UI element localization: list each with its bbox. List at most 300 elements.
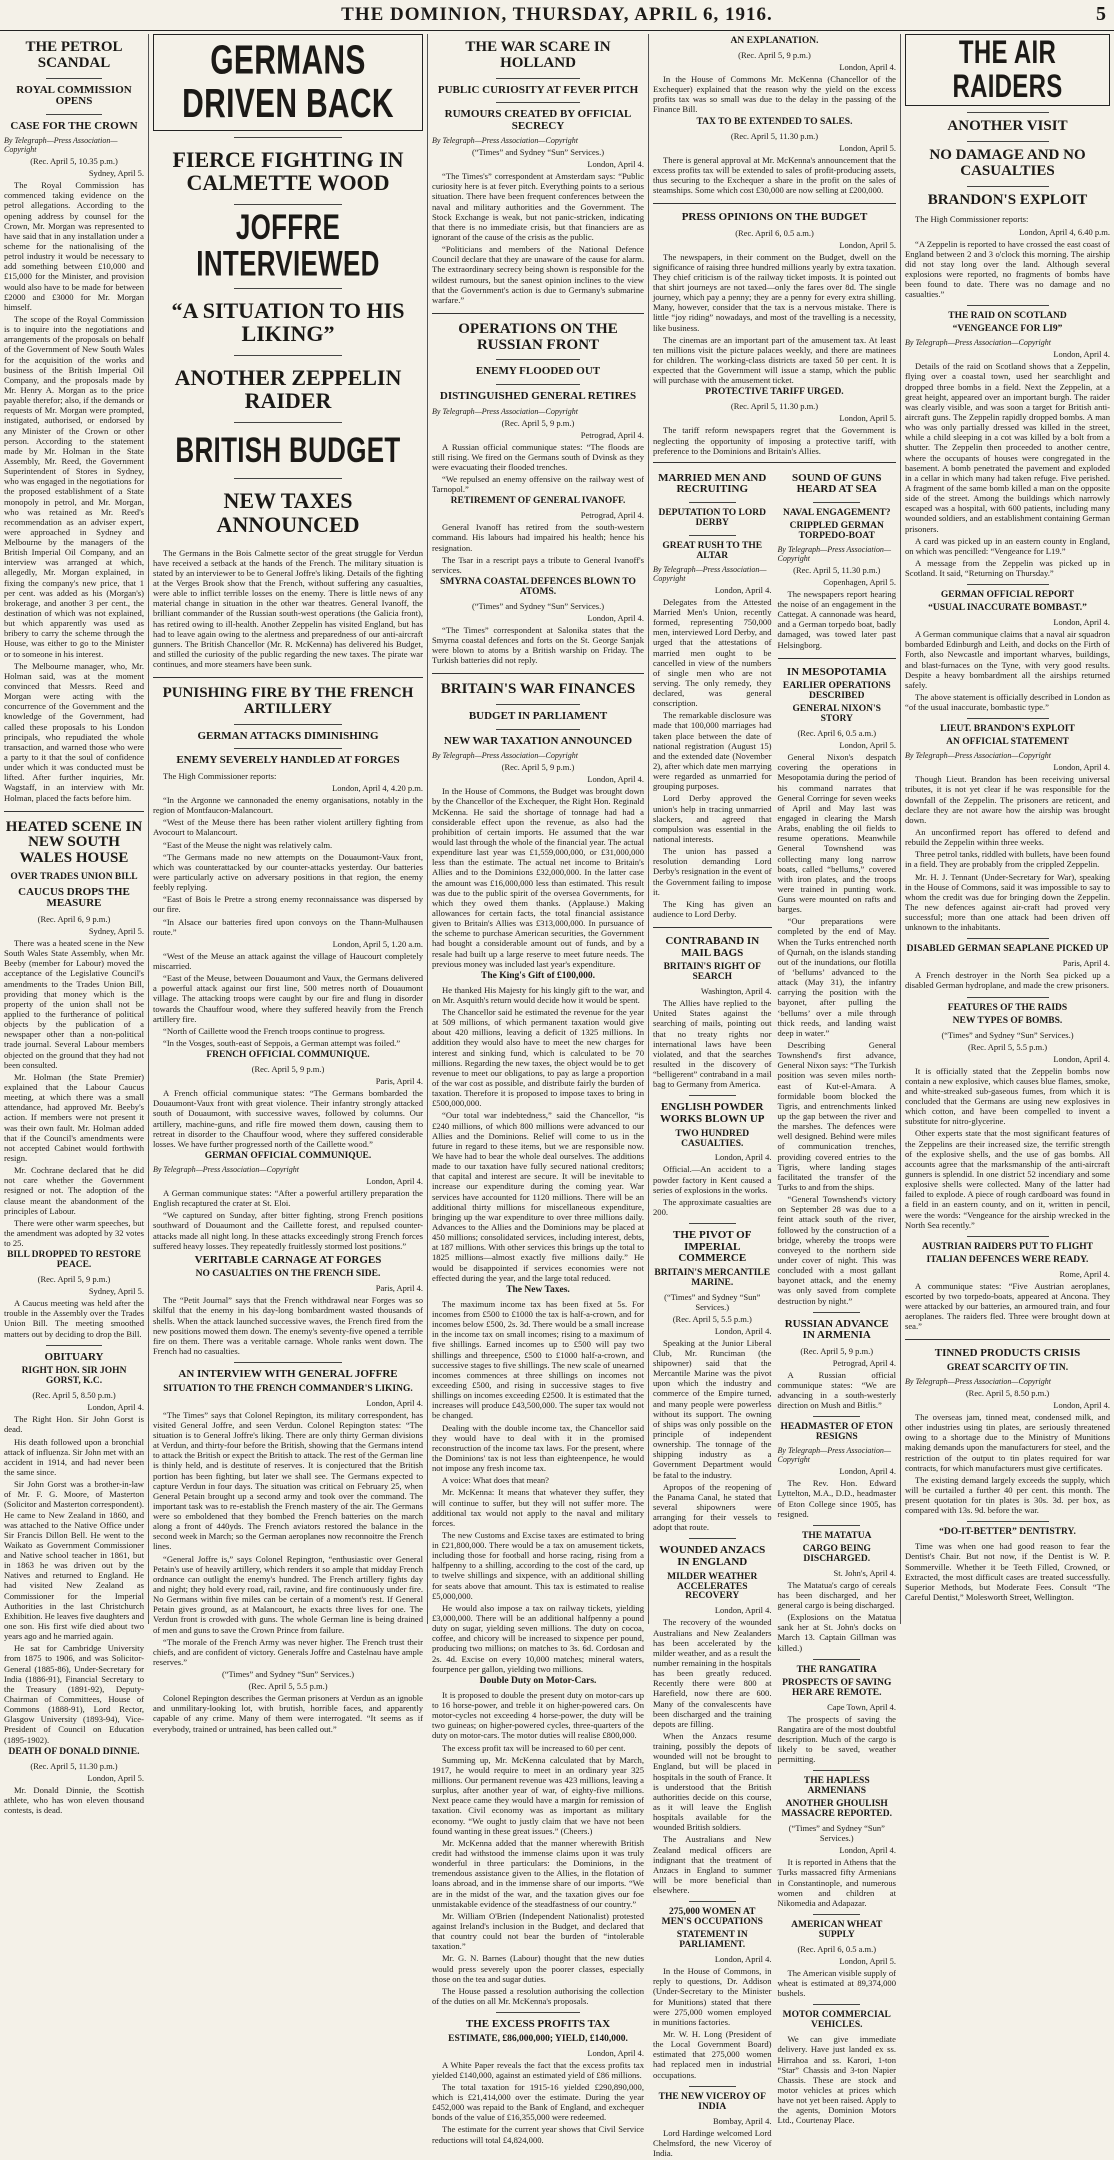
paragraph: It is officially stated that the Zeppelin bombs now contain a new explosive, which causes blue flames, smoke, and white-streaked sub-gaseous fumes, from which it is concluded that the Germans are using new explosives in which cotton, and have been compelled to invent a substitute for nitro-glycerine. bbox=[905, 1065, 1110, 1127]
headline: THE PIVOT OF IMPERIAL COMMERCE bbox=[673, 1229, 752, 1265]
divider bbox=[689, 502, 736, 503]
divider bbox=[46, 78, 102, 79]
summary-paragraph: The Germans in the Bois Calmette sector of the great struggle for Verdun have received a setback at the hands of the French. The military situation is stated by an interviewer to be to General Joffre's liking. Details of the fighting at the Verges Brook show that the French, without suffering any casualties, were able to inflict terrible losses on the enemy. There is little news of any material change in situation in the other war theatres. General Ivanoff, the brilliant commander of the Russian south-west operations (the Galicia front), has retired owing to ill-health. Another Zeppelin has visited England, but has had to leave again owing to the alertness and preparedness of our anti-aircraft gunners. The British Chancellor (Mr. R. McKenna) has delivered his Budget, and stilled the curiosity of the public regarding the new taxes. The pirate war continues, and more steamers have been sunk. bbox=[153, 547, 423, 670]
paragraph: The cinemas are an important part of the amusement tax. At least ten millions visit the picture palaces weekly, and there are matinees for children. The working-class districts are taxed 50 per cent. It is expected that the Government will issue a stamp, which the public will purchase with the amusement ticket. bbox=[653, 334, 896, 386]
paragraph: Speaking at the Junior Liberal Club, Mr. Runciman (the shipowner) said that the Mercantile Marine was the pivot upon which the industry and commerce of the Empire turned, and many people were powerless without its support. The owning of ships was only possible on the principle of independent ownership. The tonnage of the shipping industry as a Government Department would be fatal to the industry. bbox=[653, 1337, 772, 1480]
paragraph: Delegates from the Attested Married Men's Union, recently formed, representing 750,000 men, interviewed Lord Derby, and urged that the attestations of married men ought to be cancelled in view of the numbers of single men who are not serving. The only remedy, they declared, was general conscription. bbox=[653, 596, 772, 709]
divider bbox=[432, 313, 644, 314]
subheadline: GERMAN ATTACKS DIMINISHING bbox=[197, 729, 379, 742]
headline: WOUNDED ANZACS IN ENGLAND bbox=[659, 1544, 766, 1568]
paragraph: It is reported in Athens that the Turks massacred fifty Armenians in Constantinople, and numerous women and children at Nikomedia and Adapazar. bbox=[777, 1857, 896, 1908]
paragraph: The High Commissioner reports: bbox=[163, 770, 277, 781]
received-line: (Rec. April 5, 8.50 p.m.) bbox=[32, 1390, 116, 1401]
paragraph: The overseas jam, tinned meat, condensed milk, and other industries using tin plates, are seriously threatened owing to a shortage due to the Ministry of Munitions making demands upon the manufacturers for steel, and the restriction of the output to tin plates required for war contracts, for which manufacturers must give certificates. bbox=[905, 1411, 1110, 1473]
divider bbox=[689, 535, 736, 536]
paragraph: A message from the Zeppelin was picked up in Scotland. It said, “Returning on Thursday.” bbox=[905, 557, 1110, 579]
divider bbox=[46, 1345, 102, 1346]
divider bbox=[234, 204, 342, 205]
advertisement-text: Time was when one had good reason to fear the Dentist's Chair. But not now, if the Dentist is W. P. Sommerville. Whether it be Teeth Filled, Crowned, or Extracted, the most difficult cases are treated successfully. Superior Methods, but Moderate Fees. Consult “The Careful Dentist,” Molesworth Street, Wellington. bbox=[905, 1541, 1110, 1603]
subheadline: BILL DROPPED TO RESTORE PEACE. bbox=[7, 1250, 141, 1271]
subheadline: FRENCH OFFICIAL COMMUNIQUE. bbox=[206, 1050, 370, 1061]
received-line: (Rec. April 5, 9 p.m.) bbox=[501, 762, 575, 773]
paragraph: The recovery of the wounded Australians and New Zealanders has been accelerated by the milder weather, and as a result the number remaining in the hospitals has been greatly reduced. Recently there were 800 at Harefield, now there are 600. Many of the convalescents have been discharged and the training depots are filling. bbox=[653, 1617, 772, 1729]
divider bbox=[653, 203, 896, 204]
headline: BRANDON'S EXPLOIT bbox=[927, 191, 1088, 208]
subheadline: TAX TO BE EXTENDED TO SALES. bbox=[696, 116, 853, 127]
received-line: (Rec. April 5, 10.35 p.m.) bbox=[30, 156, 118, 167]
paragraph: “Politicians and members of the National Defence Council declare that they are unaware of the cause for alarm. The extraordinary secrecy being shown is responsible for the wildest rumours, but the sanest opinion inclines to the view that the Government's action is due to Germany's submarine warfare.” bbox=[432, 244, 644, 305]
sub-columns bbox=[653, 469, 896, 2160]
lead-headline: GERMANS DRIVEN BACK bbox=[182, 38, 394, 126]
headline: NEW TAXES ANNOUNCED bbox=[216, 488, 360, 537]
paragraph: A Russian official communique states: “We are advancing in a south-westerly direction on Mush and Bitlis.” bbox=[777, 1369, 896, 1411]
dateline: London, April 4. bbox=[839, 1845, 896, 1856]
paragraph: The High Commissioner reports: bbox=[915, 214, 1029, 225]
paragraph: There was a heated scene in the New South Wales State Assembly, when Mr. Beeby (member for Labour) moved the acceptance of the Legislative Council's amendments to the Trades Union Bill, providing that money which is the property of the union shall not be applied to the furtherance of political objects by the publication of a newspaper other than a non-political trade journal. Several Labour members objected on the ground that they had not been consulted. bbox=[4, 938, 144, 1070]
divider bbox=[496, 78, 581, 79]
dateline: Sydney, April 5. bbox=[88, 926, 144, 937]
headline: MARRIED MEN AND RECRUITING bbox=[658, 471, 767, 496]
received-line: (Rec. April 5, 11.30 p.m.) bbox=[730, 401, 819, 412]
paragraph: Mr. William O'Brien (Independent Nationalist) protested against Ireland's inclusion in the Budget, and declared that that country could not bear the burden of “intolerable taxation.” bbox=[432, 1910, 644, 1952]
credit-line: By Telegraph—Press Association—Copyright bbox=[432, 136, 578, 146]
paragraph: A French official communique states: “The Germans bombarded the Douaumont-Vaux front with great violence. Their infantry strongly attacked south of Douaumont, with successive waves, followed by columns. Our artillery, machine-guns, and rifle fire mowed them down, causing them to retreat in disorder to the Chauffour wood, where they suffered considerable losses. We have further progressed north of the Caillette wood.” bbox=[153, 1088, 423, 1149]
dateline: London, April 5. bbox=[839, 239, 896, 250]
credit-line: By Telegraph—Press Association—Copyright bbox=[4, 136, 118, 155]
divider bbox=[689, 2086, 736, 2087]
received-line: (Rec. April 5, 5.5 p.m.) bbox=[967, 1041, 1048, 1052]
dateline: London, April 4. bbox=[1053, 349, 1110, 360]
paragraph: “In the Vosges, south-east of Seppois, a German attempt was foiled.” bbox=[163, 1038, 401, 1049]
subheadline: Double Duty on Motor-Cars. bbox=[479, 1675, 597, 1686]
subheadline: BRITAIN'S RIGHT OF SEARCH bbox=[663, 962, 761, 983]
divider bbox=[234, 137, 342, 138]
received-line: (Rec. April 5, 11.30 p.m.) bbox=[793, 564, 881, 575]
paragraph: “Our total war indebtedness,” said the Chancellor, “is £240 millions, of which 800 millions were advanced to our Allies and the Dominions. Relief will come to us in the future in regard to these items, but we are responsible now. We have had to bear the whole deal ourselves. The additions made to our taxation have fully secured national creditors; that capital and interest are secure. It will be inevitable to increase our expenditure during the coming year. War services have accounted for 1120 millions. There will be an additional thirty millions for miscellaneous expenditure, bringing up the war expenditure to over three millions daily. Advances to the Allies and the Dominions may be placed at 450 millions; consolidated services, including interest, debts, at 187 millions. With other services this brings up the total to 1825 millions—almost exactly five millions daily.” He would be disappointed if services economies were not effected during the year, and the large total reduced. bbox=[432, 1110, 644, 1283]
headline: ANOTHER VISIT bbox=[947, 118, 1068, 135]
paragraph: The total taxation for 1915-16 yielded £290,890,000, which is £21,414,000 over the estimate. During the year £452,000 was repaid to the Bank of England, and exchequer bonds of the value of £16,355,000 were redeemed. bbox=[432, 2081, 644, 2123]
divider bbox=[813, 1659, 860, 1660]
paragraph: The union has passed a resolution demanding Lord Derby's resignation in the event of the Government failing to impose it. bbox=[653, 846, 772, 897]
divider bbox=[496, 359, 581, 360]
paragraph: He thanked His Majesty for his kingly gift to the war, and on Mr. Asquith's return would decide how it would be spent. bbox=[432, 984, 644, 1005]
paragraph: When the Anzacs resume training, possibly the depots of wounded will not be brought to England, but will be placed in hospitals in the south of France. It is understood that the British authorities decide on this course, as it will leave the English hospitals available for the wounded British soldiers. bbox=[653, 1730, 772, 1833]
subheadline: DEPUTATION TO LORD DERBY bbox=[658, 507, 766, 528]
paragraph: “West of the Meuse an attack against the village of Haucourt completely miscarried. bbox=[153, 950, 423, 972]
dateline: Petrograd, April 4. bbox=[580, 510, 644, 521]
headline: FIERCE FIGHTING IN CALMETTE WOOD bbox=[172, 147, 404, 196]
divider bbox=[496, 2012, 581, 2013]
headline: NO DAMAGE AND NO CASUALTIES bbox=[929, 147, 1086, 179]
subheadline: PUBLIC CURIOSITY AT FEVER PITCH bbox=[437, 83, 639, 96]
paragraph: A voice: What does that mean? bbox=[442, 1475, 549, 1486]
headline: PUNISHING FIRE BY THE FRENCH ARTILLERY bbox=[162, 685, 414, 718]
received-line: (Rec. April 5, 9 p.m.) bbox=[738, 49, 811, 60]
paragraph: There is general approval at Mr. McKenna's announcement that the excess profits tax will be extended to sales of profit-producing assets, thus securing to the Exchequer a share in the profit on the sales of steamships. Some which cost £30,000 are now selling at £200,000. bbox=[653, 154, 896, 195]
dateline: Copenhagen, April 5. bbox=[823, 576, 896, 587]
paragraph: (Explosions on the Matatua sank her at St. John's docks on March 13. Captain Gillman was killed.) bbox=[777, 1612, 896, 1653]
paragraph: A Russian official communique states: “The floods are still rising. We fired on the Germans south of Dvinsk as they were evacuating their flooded trenches. bbox=[432, 441, 644, 472]
column-2 bbox=[149, 34, 427, 1734]
subheadline: ROYAL COMMISSION OPENS bbox=[16, 83, 132, 108]
dateline: London, April 4. bbox=[587, 2047, 644, 2058]
paragraph: “North of Caillette wood the French troops continue to progress. bbox=[163, 1025, 385, 1036]
credit-line: (“Times” and Sydney “Sun” Services.) bbox=[941, 1029, 1074, 1040]
divider bbox=[496, 384, 581, 385]
dateline: London, April 5. bbox=[839, 1955, 896, 1966]
credit-line: By Telegraph—Press Association—Copyright bbox=[432, 406, 578, 416]
paragraph: The estimate for the current year shows that Civil Service reductions will total £4,824,000. bbox=[432, 2124, 644, 2145]
lead-headline-box bbox=[153, 34, 423, 131]
divider bbox=[813, 1525, 860, 1526]
subheadline: THE RAID ON SCOTLAND bbox=[948, 311, 1067, 322]
received-line: (Rec. April 5, 9 p.m.) bbox=[37, 1274, 111, 1285]
paragraph: The Tsar in a rescript pays a tribute to General Ivanoff's services. bbox=[432, 554, 644, 575]
paragraph: The new Customs and Excise taxes are estimated to bring in £21,800,000. There would be a tax on amusement tickets, including those for football and horse racing, rising from a halfpenny to a shilling, according to the cost of the card, up to twelve shillings and sixpence, with an additional shilling for seats above that amount. This tax is estimated to realise £5,000,000. bbox=[432, 1529, 644, 1601]
sub-column-right bbox=[778, 469, 897, 2160]
subheadline: SMYRNA COASTAL DEFENCES BLOWN TO ATOMS. bbox=[440, 576, 636, 597]
divider bbox=[689, 1095, 736, 1096]
advertisement-text: We can give immediate delivery. Have just landed ex ss. Hirrahoa and ss. Karori, 1-ton “Star” Chassis and 3-ton Napier Chassis. These are stock and motor vehicles at prices which have not yet been raised. Apply to the agents, Dominion Motors Ltd., Courtenay Place. bbox=[777, 2034, 896, 2126]
subheadline: AUSTRIAN RAIDERS PUT TO FLIGHT bbox=[921, 1241, 1094, 1252]
advertisement-heading: MOTOR COMMERCIAL VEHICLES. bbox=[782, 2010, 891, 2031]
dateline: London, April 4. bbox=[714, 1152, 772, 1163]
headline: THE RANGATIRA bbox=[796, 1664, 877, 1675]
paragraph: Sir John Gorst was a brother-in-law of Mr. F. G. Moore, of Masterton (Solicitor and Masterton correspondent). He came to New Zealand in 1860, and was attached to the Native Office under Sir Francis Dillon Bell. He went to the Waikato as Government Commissioner and Native school teacher in 1861, but in 1863 he was driven out by the Natives and returned to England. He had visited New Zealand as Commissioner for the Imperial Authorities in the last Christchurch Exhibition. He leaves five daughters and one son. His first wife died about two years ago and he married again. bbox=[4, 1479, 144, 1642]
subheadline: ENEMY SEVERELY HANDLED AT FORGES bbox=[176, 754, 400, 767]
paragraph: The Rev. Hon. Edward Lyttelton, M.A., D.D., headmaster of Eton College since 1905, has resigned. bbox=[777, 1478, 896, 1519]
paragraph: He sat for Cambridge University from 1875 to 1906, and was Solicitor-General (1885-86), Under-Secretary for India (1886-91), Financial Secretary to the Treasury (1891-92), Deputy-Chairman of Committees, House of Commons (1888-91), Lord Rector, Glasgow University (1893-94), Vice-President of Council on Education (1895-1902). bbox=[4, 1643, 144, 1745]
paragraph: The tariff reform newspapers regret that the Government is neglecting the opportunity of imposing a protective tariff, with preference to the Dominions and Britain's Allies. bbox=[653, 425, 896, 456]
dateline: London, April 4, 4.20 p.m. bbox=[332, 783, 423, 794]
headline: THE PETROL SCANDAL bbox=[25, 39, 123, 71]
headline: SOUND OF GUNS HEARD AT SEA bbox=[792, 471, 882, 496]
headline: TINNED PRODUCTS CRISIS bbox=[934, 1347, 1081, 1360]
divider bbox=[778, 658, 897, 659]
paragraph: General Ivanoff has retired from the south-western command. His labours had impaired his health; hence his resignation. bbox=[432, 522, 644, 553]
paragraph: “The Germans made no new attempts on the Douaumont-Vaux front, which was counterattacked by our counter-attacks yesterday. Our batteries were particularly active on adversary positions in that region, the enemy feebly replying. bbox=[153, 851, 423, 893]
dateline: London, April 4. bbox=[839, 61, 896, 72]
subheadline: GENERAL NIXON'S STORY bbox=[792, 704, 881, 725]
subheadline: MILDER WEATHER ACCELERATES RECOVERY bbox=[667, 1571, 758, 1602]
subheadline: SITUATION TO THE FRENCH COMMANDER'S LIKING. bbox=[163, 1383, 413, 1394]
divider bbox=[234, 422, 342, 423]
paragraph: The prospects of saving the Rangatira are of the most doubtful description. Much of the cargo is likely to be saved, weather permitting. bbox=[777, 1713, 896, 1765]
divider bbox=[496, 102, 581, 103]
divider bbox=[967, 305, 1049, 306]
subheadline: NEW TYPES OF BOMBS. bbox=[952, 1015, 1063, 1026]
dateline: Paris, April 4. bbox=[1062, 958, 1110, 969]
lead-headline-box bbox=[905, 34, 1110, 106]
dateline: Petrograd, April 4. bbox=[580, 429, 644, 440]
subheadline: NEW WAR TAXATION ANNOUNCED bbox=[443, 734, 633, 747]
divider bbox=[496, 729, 581, 730]
headline: ENGLISH POWDER WORKS BLOWN UP bbox=[659, 1101, 765, 1125]
divider bbox=[689, 1901, 736, 1902]
subheadline: RIGHT HON. SIR JOHN GORST, K.C. bbox=[21, 1366, 127, 1387]
paragraph: Lord Hardinge welcomed Lord Chelmsford, the new Viceroy of India. bbox=[653, 2127, 772, 2158]
paragraph: “East of Bois le Pretre a strong enemy reconnaissance was dispersed by our fire. bbox=[153, 894, 423, 915]
dateline: London, April 4. bbox=[714, 1954, 772, 1965]
paragraph: In the House of Commons, in reply to questions, Dr. Addison (Under-Secretary to the Minister for Munitions) stated that there were 275,000 women employed in munitions factories. bbox=[653, 1966, 772, 2027]
paragraph: Apropos of the reopening of the Panama Canal, he stated that several shipowners were arranging for their vessels to adopt that route. bbox=[653, 1481, 772, 1533]
paragraph: A White Paper reveals the fact that the excess profits tax yielded £140,000, against an estimated yield of £86 millions. bbox=[432, 2059, 644, 2080]
credit-line: By Telegraph—Press Association—Copyright bbox=[777, 544, 891, 563]
subheadline: TWO HUNDRED CASUALTIES. bbox=[675, 1128, 750, 1149]
headline: CONTRABAND IN MAIL BAGS bbox=[665, 935, 760, 959]
divider bbox=[653, 462, 896, 463]
paragraph: Summing up, Mr. McKenna calculated that by March, 1917, he would require to meet in an ordinary year 325 millions. Our permanent revenue was 423 millions, leaving a surplus, after another year of war, of eighty-five millions. Next peace came they would have a margin for remission of taxation. Civil economy was as important as military economy. “We ought to justly claim that we have not been found wanting in these great issues.” (Cheers.) bbox=[432, 1754, 644, 1836]
paragraph: A Caucus meeting was held after the trouble in the Assembly over the Trades Union Bill. The meeting smoothed matters out by deciding to drop the Bill. bbox=[4, 1298, 144, 1339]
paragraph: Mr. Donald Dinnie, the Scottish athlete, who has won eleven thousand contests, is dead. bbox=[4, 1784, 144, 1815]
paragraph: The approximate casualties are 200. bbox=[653, 1196, 772, 1218]
received-line: (Rec. April 5, 9 p.m.) bbox=[800, 1345, 874, 1356]
paragraph: A German communique states: “After a powerful artillery preparation the English recaptured the crater at St. Eloi. bbox=[153, 1187, 423, 1209]
subheadline: THE EXCESS PROFITS TAX bbox=[465, 2018, 611, 2031]
credit-line: (“Times” and Sydney “Sun” Services.) bbox=[471, 147, 605, 158]
dateline: London, April 4, 6.40 p.m. bbox=[1019, 226, 1110, 237]
credit-line: (“Times” and Sydney “Sun” Services.) bbox=[664, 1291, 761, 1312]
subheadline: ESTIMATE, £86,000,000; YIELD, £140,000. bbox=[448, 2033, 628, 2044]
paragraph: The Matatua's cargo of cereals has been discharged, and her general cargo is being discharged. bbox=[777, 1579, 896, 1611]
credit-line: By Telegraph—Press Association—Copyright bbox=[905, 1376, 1051, 1386]
paragraph: The newspapers, in their comment on the Budget, dwell on the significance of raising three hundred millions yearly by extra taxation. They chief criticism is of the railway ticket imposts. It is pointed out that shirt journeys are not taxed—only the fares over 8d. The single journey, which pay a penny; they are a penny for every extra shilling. Many, however, consider that the tax is a nervous mistake. There is little “joy riding” nowadays, and most of the travelling is a necessity, like business. bbox=[653, 251, 896, 333]
paragraph: “In Alsace our batteries fired upon convoys on the Thann-Mulhausen route.” bbox=[153, 916, 423, 937]
divider bbox=[813, 502, 860, 503]
paragraph: Dealing with the double income tax, the Chancellor said they would have to deal with it in the promised reconstruction of the income tax laws. For the present, where the Dominions' tax is not less than eighteenpence, he would not impose any fresh income tax. bbox=[432, 1422, 644, 1474]
column-3 bbox=[428, 34, 648, 2145]
paragraph: The above statement is officially described in London as “of the usual inaccurate, bombastic type.” bbox=[905, 692, 1110, 713]
dateline: St. John's, April 4. bbox=[833, 1567, 896, 1578]
divider bbox=[967, 938, 1049, 939]
subheadline: AN EXPLANATION. bbox=[730, 36, 819, 46]
headline: OBITUARY bbox=[44, 1350, 104, 1363]
divider bbox=[496, 704, 581, 705]
paragraph: Mr. G. N. Barnes (Labour) thought that the new duties would press severely upon the poorer classes, especially those on the tea and sugar duties. bbox=[432, 1953, 644, 1984]
headline: BRITISH BUDGET bbox=[175, 429, 401, 471]
credit-line: (“Times” and Sydney “Sun” Services.) bbox=[788, 1823, 885, 1844]
received-line: (Rec. April 6, 0.5 a.m.) bbox=[797, 1943, 877, 1954]
paragraph: Official.—An accident to a powder factory in Kent caused a series of explosions in the works. bbox=[653, 1164, 772, 1195]
subheadline: RUMOURS CREATED BY OFFICIAL SECRECY bbox=[444, 108, 632, 132]
subheadline: AN INTERVIEW WITH GENERAL JOFFRE bbox=[178, 1368, 398, 1381]
received-line: (Rec. April 5, 11.30 p.m.) bbox=[30, 1760, 118, 1771]
dateline: London, April 4. bbox=[714, 584, 772, 595]
credit-line: By Telegraph—Press Association—Copyright bbox=[432, 751, 578, 761]
headline: AMERICAN WHEAT SUPPLY bbox=[791, 1919, 883, 1940]
paragraph: It is proposed to double the present duty on motor-cars up to 16 horse-power, and treble it on higher-powered cars. On motor-cycles not exceeding 4 horse-power, the duty will be two guineas; on higher-powered cycles, three-quarters of the duty on motor-cars. The motor duties will realise £800,000. bbox=[432, 1689, 644, 1741]
divider bbox=[813, 1312, 860, 1313]
paragraph: The Chancellor said he estimated the revenue for the year at 509 millions, of which permanent taxation would give about 420 millions, leaving a deficit of 1325 millions. In addition they would also have to meet the new charges for interest and sinking fund, which is calculated to be 70 millions. Regarding the new taxes, the object would be to get revenue to meet our obligations, to pay as large a proportion of the war cost as possible, and distribute fairly the burden of taxation. Therefore it is proposed to impose taxes to bring in £500,000,000. bbox=[432, 1007, 644, 1109]
paragraph: “The Times” correspondent at Salonika states that the Smyrna coastal defences and forts on the St. George Sanjak were blown to atoms by a British warship on Friday. The Turkish batteries did not reply. bbox=[432, 624, 644, 666]
divider bbox=[967, 584, 1049, 585]
divider bbox=[813, 1416, 860, 1417]
paragraph: The Allies have replied to the United States against the searching of mails, pointing out that no treaty rights nor international laws have been violated, and that the searches resulted in the discovery of “belligerent” contraband in a mail bag to Germany from America. bbox=[653, 998, 772, 1090]
received-line: (Rec. April 6, 0.5 a.m.) bbox=[797, 728, 877, 739]
divider bbox=[653, 927, 772, 928]
column-5 bbox=[901, 34, 1114, 1626]
subheadline: BRITAIN'S MERCANTILE MARINE. bbox=[654, 1267, 771, 1288]
headline: HEADMASTER OF ETON RESIGNS bbox=[780, 1422, 893, 1443]
headline: JOFFRE INTERVIEWED bbox=[196, 206, 380, 285]
divider bbox=[967, 186, 1049, 187]
subheadline: GREAT SCARCITY OF TIN. bbox=[946, 1362, 1069, 1373]
paragraph: Lord Derby approved the union's help in tracing unmarried slackers, and agreed that compulsion was essential in the national interests. bbox=[653, 793, 772, 845]
paragraph: “The Times” says that Colonel Repington, its military correspondent, has visited General Joffre, and seen Verdun. Colonel Repington states: “The situation is to General Joffre's liking. There are only thirty German divisions at Verdun, and thirty-four before the British, showing that the Germans intend to attack the British or expect the British to attack. The rest of the German line is thinly held, and is destitute of reserves. It is conjectured that the British portion has been fighting, but later we shall see. The Germans expected to capture Verdun in four days. The situation was critical on February 25, when General Petain brought up a second army and took over the command. The important task was to re-establish the French mastery of the air. The Germans were so emboldened that they bombed the French batteries on the march along a front of 440yds. The French aviators restored the balance in the second week in March; so the German aeroplanes now reconnoitre the French lines. bbox=[153, 1409, 423, 1552]
paragraph: In the House of Commons, the Budget was brought down by the Chancellor of the Exchequer, the Right Hon. Reginald McKenna. He said the shortage of tonnage had had a considerable effect upon the revenue, as also had the prohibition of certain imports. He assumed that the war would last through the whole of the financial year. The actual expenditure last year was £1,559,000,000, or £31,000,000 less than the estimate. The actual net income to Britain's Allies and to the Dominions £32,000,000. In the latter case the amount was £16,000,000 less than estimated. This result was due to the public spirit of the oversea Governments, for which they owed them thanks. (Applause.) Making allowances for certain facts, the total financial assistance given to Britain's Allies was £313,000,000. In pursuance of the scheme to purchase American securities, the Government had bought a considerable amount out of funds, and by a resale had built up a large reserve to meet future needs. The previous money was included last year's expenditure. bbox=[432, 786, 644, 969]
headline: ANOTHER ZEPPELIN RAIDER bbox=[174, 364, 402, 414]
paragraph: The Melbourne manager, who, Mr. Holman said, was at the moment convinced that Messrs. Reed and Morgan were acting with the concurrence of the Government and the knowledge of the Government, had called these proposals to his London principals, who repudiated the whole transaction, and warned those who were a party to it that the soul of confidence under which it was conducted must be lifted. After further inquiries, Mr. Wagstaff, in an interview with Mr. Holman, placed the facts before him. bbox=[4, 660, 144, 803]
divider bbox=[234, 748, 342, 749]
credit-line: By Telegraph—Press Association—Copyright bbox=[905, 751, 1051, 761]
headline: HEATED SCENE IN NEW SOUTH WALES HOUSE bbox=[5, 818, 143, 867]
paragraph: Mr. W. H. Long (President of the Local Government Board) estimated that 275,000 women had replaced men in industrial occupations. bbox=[653, 2028, 772, 2080]
paragraph: “We captured on Sunday, after bitter fighting, strong French positions southward of Douaumont and the Caillette forest, and repulsed counter-attacks made all night long. In these attacks exceedingly strong French forces suffered heavy losses. They repeatedly fruitlessly stormed lost positions.” bbox=[153, 1210, 423, 1251]
dateline: Petrograd, April 4. bbox=[832, 1357, 896, 1368]
advertisement-heading: “DO-IT-BETTER” DENTISTRY. bbox=[939, 1527, 1076, 1538]
divider bbox=[234, 355, 342, 356]
paragraph: Mr. Holman (the State Premier) explained that the Labour Caucus meeting, at which there was a small attendance, had approved Mr. Beeby's action. If members were not present it was their own fault. Mr. Holman added that if the Council's amendments were not accepted Cabinet would forthwith resign. bbox=[4, 1071, 144, 1163]
subheadline: OVER TRADES UNION BILL bbox=[10, 871, 138, 882]
paragraph: The Royal Commission has commenced taking evidence on the petrol allegations. According to the opening address by counsel for the Crown, Mr. Morgan was represented to have said that in any installation under a scheme for the nationalising of the petrol industry it would be necessary to add something between £10,000 and £15,000 for the Minister, and provision would also have to be made for between £2000 and £3000 for Mr. Morgan himself. bbox=[4, 180, 144, 312]
received-line: (Rec. April 6, 9 p.m.) bbox=[37, 914, 111, 925]
paragraph: “We repulsed an enemy offensive on the railway west of Tarnopol.” bbox=[432, 473, 644, 495]
lead-headline: THE AIR RAIDERS bbox=[952, 34, 1063, 106]
dateline: London, April 5. bbox=[87, 1772, 144, 1783]
paragraph: “General Joffre is,” says Colonel Repington, “enthusiastic over General Petain's use of heavily artillery, which renders it so ample that midday French ordnance can outlight the enemy's hundred. The French artillery fights day and night; they hold every road, rail, ravine, and fire continuously under fire. No Germans within five miles can be certain of a moment's rest. If General Petain gives ground, as at Malancourt, he exacts three lives for one. The Verdun front is crowded with guns. The whole German line is being drained of men and guns to save the Crown Prince from failure. bbox=[153, 1553, 423, 1635]
received-line: (Rec. April 5, 5.5 p.m.) bbox=[672, 1313, 752, 1324]
dateline: Paris, April 4. bbox=[375, 1283, 423, 1294]
paragraph: “West of the Meuse there has been rather violent artillery fighting from Avocourt to Malancourt. bbox=[153, 817, 423, 838]
paragraph: “East of the Meuse the night was relatively calm. bbox=[163, 839, 333, 850]
dateline: Sydney, April 5. bbox=[88, 1286, 144, 1297]
paragraph: “In the Argonne we cannonaded the enemy organisations, notably in the region of Montfaucon-Malancourt. bbox=[153, 795, 423, 816]
divider bbox=[967, 141, 1049, 142]
subheadline: PROTECTIVE TARIFF URGED. bbox=[705, 387, 844, 398]
subheadline: DISABLED GERMAN SEAPLANE PICKED UP bbox=[906, 944, 1109, 955]
dateline: Cape Town, April 4. bbox=[827, 1701, 896, 1712]
paragraph: Details of the raid on Scotland shows that a Zeppelin, flying over a coastal town, used her searchlight and dropped three bombs in a field. Next the Zeppelin, at a great height, appeared over an important burgh. The raider was clearly visible, and was soon a target for British anti-aircraft guns. The Zeppelin rapidly dropped bombs. A man who was only partially dressed was killed in the street, while a child sleeping in a cot was killed by a bolt from a shutter. The Zeppelin then proceeded to another centre, where the occupants of houses were congregated in the basement. A bomb penetrated the pavement and exploded in a cellar in which many had taken refuge. Five perished. A fragment of the same bomb killed a man on the opposite side of the street. Among the buildings which narrowly escaped was a hospital, with 600 patients, including many wounded soldiers, and an establishment containing German prisoners. bbox=[905, 361, 1111, 534]
subheadline: BUDGET IN PARLIAMENT bbox=[468, 710, 608, 723]
subheadline: DEATH OF DONALD DINNIE. bbox=[8, 1746, 140, 1757]
paragraph: A French destroyer in the North Sea picked up a disabled German hydroplane, and made the crew prisoners. bbox=[905, 970, 1110, 991]
paragraph: Mr. McKenna: It means that whatever they suffer, they will continue to suffer, but they will not suffer more. The additional tax would not apply to the naval and military forces. bbox=[432, 1487, 644, 1528]
subheadline: LIEUT. BRANDON'S EXPLOIT bbox=[940, 724, 1075, 735]
paragraph: A communique states: “Five Austrian aeroplanes, escorted by two torpedo-boats, appeared at Ancona. They were attacked by our batteries, an armoured train, and four aeroplanes. The raiders fled. Three were brought down at sea.” bbox=[905, 1280, 1110, 1332]
headline: BRITAIN'S WAR FINANCES bbox=[440, 681, 636, 698]
paragraph: Mr. McKenna added that the manner wherewith British credit had withstood the immense claims upon it was truly wonderful in three particulars: the Dominions, in the tremendous assistance given to the Allies, in the flotation of loans abroad, and in the immense share of our imports. “We are in the midst of the war, and the taxation gives our foe unmistakable evidence of the steadfastness of our country.” bbox=[432, 1837, 644, 1909]
headline: PRESS OPINIONS ON THE BUDGET bbox=[681, 211, 868, 224]
dateline: London, April 4. bbox=[839, 1466, 896, 1477]
received-line: (Rec. April 6, 0.5 a.m.) bbox=[735, 227, 814, 238]
paragraph: “General Townshend's victory on September 28 was due to a feint attack south of the river, followed by the construction of a bridge, whereby the troops were conveyed to the northern side under cover of night. This was concluded with a most gallant bayonet attack, and the enemy was only saved from complete destruction by night.” bbox=[777, 1194, 896, 1306]
dateline: London, April 5. bbox=[839, 413, 896, 424]
paragraph: “The morale of the French Army was never higher. The French trust their chiefs, and are confident of victory. Generals Joffre and Castelnau have ample reserves.” bbox=[153, 1636, 423, 1668]
masthead bbox=[0, 0, 1114, 31]
paragraph: Colonel Repington describes the German prisoners at Verdun as an ignoble and unmilitary-looking lot, with brutish, horrible faces, and apparently capable of any crime. Many of them were interrogated. “It seems as if everybody, trained or untrained, has been called out.” bbox=[153, 1693, 423, 1734]
dateline: London, April 5. bbox=[839, 142, 896, 153]
paragraph: Mr. H. J. Tennant (Under-Secretary for War), speaking in the House of Commons, said it was impossible to say to whom the credit was due for bringing down the Zeppelin. The new defences against air-craft had proved very successful; more than one attack had been driven off unknown to the inhabitants. bbox=[905, 871, 1110, 933]
subheadline: FEATURES OF THE RAIDS bbox=[947, 1002, 1068, 1013]
subheadline: ENEMY FLOODED OUT bbox=[475, 365, 601, 378]
divider bbox=[46, 114, 102, 115]
page-number: 5 bbox=[1096, 3, 1106, 25]
divider bbox=[4, 811, 144, 812]
subheadline: STATEMENT IN PARLIAMENT. bbox=[676, 1930, 748, 1951]
divider bbox=[813, 1770, 860, 1771]
subheadline: RETIREMENT OF GENERAL IVANOFF. bbox=[450, 496, 626, 507]
subheadline: DISTINGUISHED GENERAL RETIRES bbox=[439, 390, 637, 403]
paragraph: He would also impose a tax on railway tickets, yielding £3,000,000. There will be an additional halfpenny a pound duty on sugar, yielding seven millions. The duty on cocoa, coffee, and chicory will be increased to sixpence per pound, producing two millions; on matches to 3s. 6d. Cordosan and 2s. 4d. Excise on every 10,000 matches; mineral waters, fourpence per gallon, yielding two millions. bbox=[432, 1602, 644, 1674]
masthead-title: THE DOMINION, THURSDAY, APRIL 6, 1916. bbox=[341, 4, 773, 25]
dateline: London, April 4. bbox=[366, 1397, 423, 1408]
paragraph: There were other warm speeches, but the amendment was adopted by 32 votes to 25. bbox=[4, 1217, 144, 1249]
divider bbox=[234, 288, 342, 289]
paragraph: Other experts state that the most significant features of the Zeppelins are their increased size, the terrific strength of the explosive shells, and the use of gas bombs. All accounts agree that the marksmanship of the anti-aircraft gunners is splendid. In one district 52 incendiary and some explosive shells were collected. Many of the latter had failed to explode. A piece of rough cardboard was found in a field in an eastern county, and on it, written in pencil, were the words: “Vengeance for the airship wrecked in the North Sea recently.” bbox=[905, 1128, 1110, 1230]
dateline: London, April 4. bbox=[1053, 617, 1110, 628]
subheadline: NO CASUALTIES ON THE FRENCH SIDE. bbox=[195, 1269, 381, 1280]
credit-line: By Telegraph—Press Association—Copyright bbox=[905, 338, 1051, 348]
paragraph: “A Zeppelin is reported to have crossed the east coast of England between 2 and 3 o'clock this morning. The airship did not stay long over the land. Although several explosions were reported, no fragments of bombs have been found to date. There was no damage and no casualties.” bbox=[905, 238, 1110, 300]
subheadline: EARLIER OPERATIONS DESCRIBED bbox=[782, 681, 891, 702]
received-line: (Rec. April 5, 9 p.m.) bbox=[501, 417, 575, 428]
paragraph: “Our preparations were completed by the end of May. When the Turks entrenched north of Qurnah, on the islands standing out of the inundations, our flotilla of ‘bellums’ advanced to the attack (May 31), the infantry carrying the position with the bayonet, after pulling the ‘bellums’ over a mile through thick reeds, and landing waist deep in water.” bbox=[777, 916, 896, 1038]
paragraph: The excess profit tax will be increased to 60 per cent. bbox=[442, 1742, 626, 1753]
paragraph: The Australians and New Zealand medical officers are indignant that the treatment of Anzacs in England to summer will be more beneficial than elsewhere. bbox=[653, 1834, 772, 1896]
paragraph: The American visible supply of wheat is estimated at 89,374,000 bushels. bbox=[777, 1967, 896, 1999]
headline: 275,000 WOMEN AT MEN'S OCCUPATIONS bbox=[661, 1907, 763, 1928]
dateline: London, April 4. bbox=[714, 1325, 772, 1336]
dateline: London, April 4. bbox=[587, 612, 644, 623]
paragraph: Mr. Cochrane declared that he did not care whether the Government resigned or not. The adoption of the clause meant the abandonment of the principles of Labour. bbox=[4, 1165, 144, 1216]
headline: THE HAPLESS ARMENIANS bbox=[803, 1776, 870, 1797]
paragraph: A card was picked up in an eastern county in England, on which was pencilled: “Vengeance for L19.” bbox=[905, 535, 1110, 556]
dateline: London, April 5, 1.20 a.m. bbox=[332, 938, 423, 949]
subheadline: The New Taxes. bbox=[506, 1284, 570, 1295]
subheadline: NAVAL ENGAGEMENT? bbox=[782, 507, 891, 518]
divider bbox=[813, 1914, 860, 1915]
credit-line: By Telegraph—Press Association—Copyright bbox=[153, 1164, 299, 1174]
divider bbox=[967, 1236, 1049, 1237]
received-line: (Rec. April 5, 11.30 p.m.) bbox=[730, 130, 819, 141]
subheadline: GERMAN OFFICIAL REPORT bbox=[940, 590, 1075, 601]
subheadline: PROSPECTS OF SAVING HER ARE REMOTE. bbox=[782, 1677, 892, 1698]
subheadline: “VENGEANCE FOR LI9” bbox=[952, 324, 1063, 335]
dateline: Sydney, April 5. bbox=[88, 168, 144, 179]
subheadline: GERMAN OFFICIAL COMMUNIQUE. bbox=[204, 1150, 372, 1161]
subheadline: CAUCUS DROPS THE MEASURE bbox=[18, 885, 130, 910]
divider bbox=[234, 478, 342, 479]
received-line: (Rec. April 5, 5.5 p.m.) bbox=[248, 1681, 328, 1692]
subheadline: VERITABLE CARNAGE AT FORGES bbox=[194, 1253, 382, 1266]
column-4 bbox=[649, 34, 900, 2158]
dateline: Washington, April 4. bbox=[700, 986, 772, 997]
headline: IN MESOPOTAMIA bbox=[786, 665, 887, 678]
dateline: Bombay, April 4. bbox=[713, 2115, 772, 2126]
divider bbox=[967, 718, 1049, 719]
paragraph: The scope of the Royal Commission is to inquire into the negotiations and arrangements of the proposals on behalf of the Government of New South Wales for the acquisition of the works and business of the British Imperial Oil Company, and the proposals made by Mr. Henry A. Morgan as to the price payable therefor; also, if the demands or requests of Mr. Morgan were prompted, instigated, authorised, or endorsed by any Minister of the Crown or other person. According to the statement made by Mr. Holman in the State Assembly, Mr. Reed, the Government Superintendent of Stores in Sydney, who was engaged in the negotiations for the proposed establishment of a State monopoly in petrol, and Mr. Morgan, who was retained as Mr. Reed's recommendation as an adviser expert, were approached in Sydney and Melbourne by the managers of the British Imperial Oil Company, and an interview was arranged at which, allegedly, Mr. Morgan explained, in fixing the company's new price, that 1 per cent. was added as his (Morgan's) brokerage, and another 3 per cent., the destination of which was not explained, but which apparently was used as bribery to carry the scheme through the House, was either to go to the Minister or to someone in his interest. bbox=[4, 313, 144, 659]
divider bbox=[813, 2004, 860, 2005]
received-line: (Rec. April 5, 8.50 p.m.) bbox=[965, 1387, 1050, 1398]
paragraph: In the House of Commons Mr. McKenna (Chancellor of the Exchequer) explained that the reason why the yield on the excess profits tax was so small was due to the delay in the passing of the Finance Bill. bbox=[653, 73, 896, 115]
subheadline: CARGO BEING DISCHARGED. bbox=[802, 1543, 871, 1564]
paragraph: “East of the Meuse, between Douaumont and Vaux, the Germans delivered a powerful attack against our first line, 500 metres north of Douaumont village. The attacking troops were caught by our fire and flung in disorder towards the Chauffour wood, where they suffered heavily from the French artillery fire. bbox=[153, 973, 423, 1024]
dateline: Paris, April 4. bbox=[375, 1076, 423, 1087]
headline: RUSSIAN ADVANCE IN ARMENIA bbox=[784, 1317, 889, 1342]
subheadline: CASE FOR THE CROWN bbox=[10, 119, 138, 132]
divider bbox=[153, 677, 423, 678]
subheadline: GREAT RUSH TO THE ALTAR bbox=[662, 540, 763, 561]
